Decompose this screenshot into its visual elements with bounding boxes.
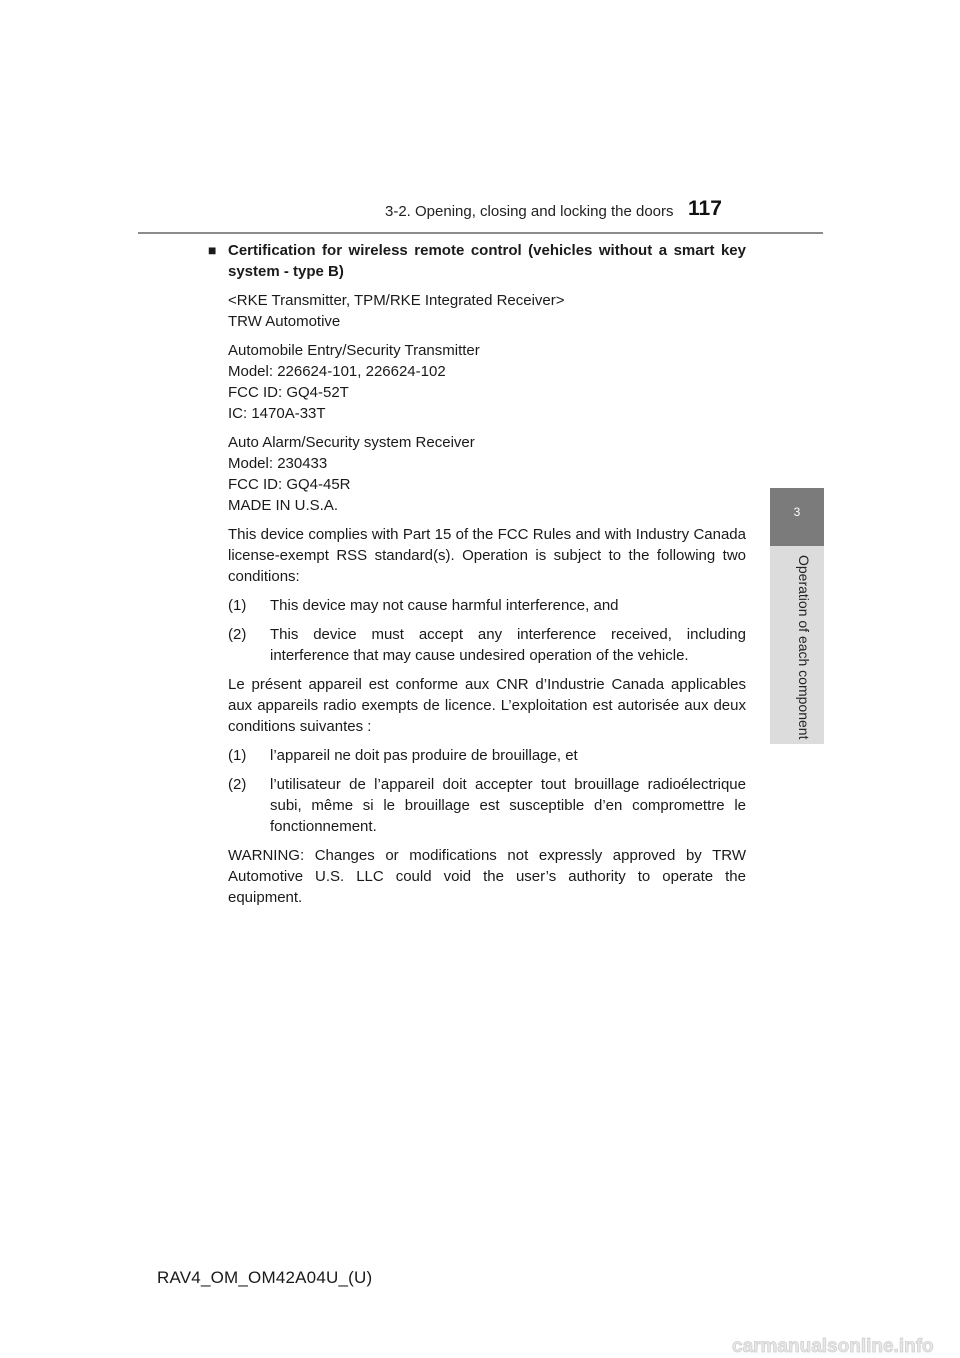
list-item bbox=[228, 624, 746, 666]
list-text: l’utilisateur de l’appareil doit accepter tout brouillage radioélectrique subi, même si le brouillage est susceptible d’en compromettre le fonctionnement. bbox=[270, 776, 746, 835]
page-number: 117 bbox=[688, 197, 722, 220]
list-number: (2) bbox=[228, 776, 247, 793]
text-line: MADE IN U.S.A. bbox=[228, 497, 339, 514]
text-line: IC: 1470A-33T bbox=[228, 405, 326, 422]
list-number: (1) bbox=[228, 597, 247, 614]
document-code: RAV4_OM_OM42A04U_(U) bbox=[157, 1268, 373, 1287]
text-line: Automobile Entry/Security Transmitter bbox=[228, 342, 480, 359]
list-item bbox=[228, 774, 746, 837]
section-heading bbox=[208, 240, 746, 282]
header-divider bbox=[138, 232, 823, 234]
list-item bbox=[228, 745, 746, 766]
list-text: This device must accept any interference received, including interference that may cause undesired operation of the vehicle. bbox=[270, 626, 746, 664]
text-line: Model: 226624-101, 226624-102 bbox=[228, 363, 446, 380]
section-heading-text: Certification for wireless remote control (vehicles without a smart key system - type B) bbox=[228, 242, 746, 280]
text-line: FCC ID: GQ4-45R bbox=[228, 476, 351, 493]
text-line: TRW Automotive bbox=[228, 313, 341, 330]
text-line: Model: 230433 bbox=[228, 455, 328, 472]
text-line: <RKE Transmitter, TPM/RKE Integrated Receiver> bbox=[228, 292, 565, 309]
section-title: 3-2. Opening, closing and locking the doors bbox=[385, 203, 674, 220]
manufacturer-block bbox=[228, 290, 746, 332]
transmitter-block bbox=[228, 340, 746, 424]
french-statement: Le présent appareil est conforme aux CNR d’Industrie Canada applicables aux appareils radio exempts de licence. L’exploitation est autorisée aux deux conditions suivantes : bbox=[228, 676, 746, 735]
warning-text: WARNING: Changes or modifications not expressly approved by TRW Automotive U.S. LLC could void the user’s authority to operate the equipment. bbox=[228, 847, 746, 906]
chapter-title: Operation of each component bbox=[796, 554, 812, 740]
list-item bbox=[228, 595, 746, 616]
square-bullet-icon: ■ bbox=[208, 242, 217, 258]
main-content bbox=[208, 240, 746, 916]
fcc-statement: This device complies with Part 15 of the FCC Rules and with Industry Canada license-exempt RSS standard(s). Operation is subject to the following two conditions: bbox=[228, 526, 746, 585]
text-line: FCC ID: GQ4-52T bbox=[228, 384, 349, 401]
chapter-number: 3 bbox=[793, 505, 801, 519]
watermark-logo bbox=[726, 1332, 960, 1358]
receiver-block bbox=[228, 432, 746, 516]
list-text: This device may not cause harmful interference, and bbox=[270, 597, 619, 614]
watermark-text: carmanualsonline.info bbox=[732, 1336, 934, 1357]
list-number: (1) bbox=[228, 747, 247, 764]
list-text: l’appareil ne doit pas produire de brouillage, et bbox=[270, 747, 578, 764]
list-number: (2) bbox=[228, 626, 247, 643]
watermark bbox=[726, 1332, 960, 1358]
text-line: Auto Alarm/Security system Receiver bbox=[228, 434, 475, 451]
chapter-tab bbox=[770, 488, 824, 546]
